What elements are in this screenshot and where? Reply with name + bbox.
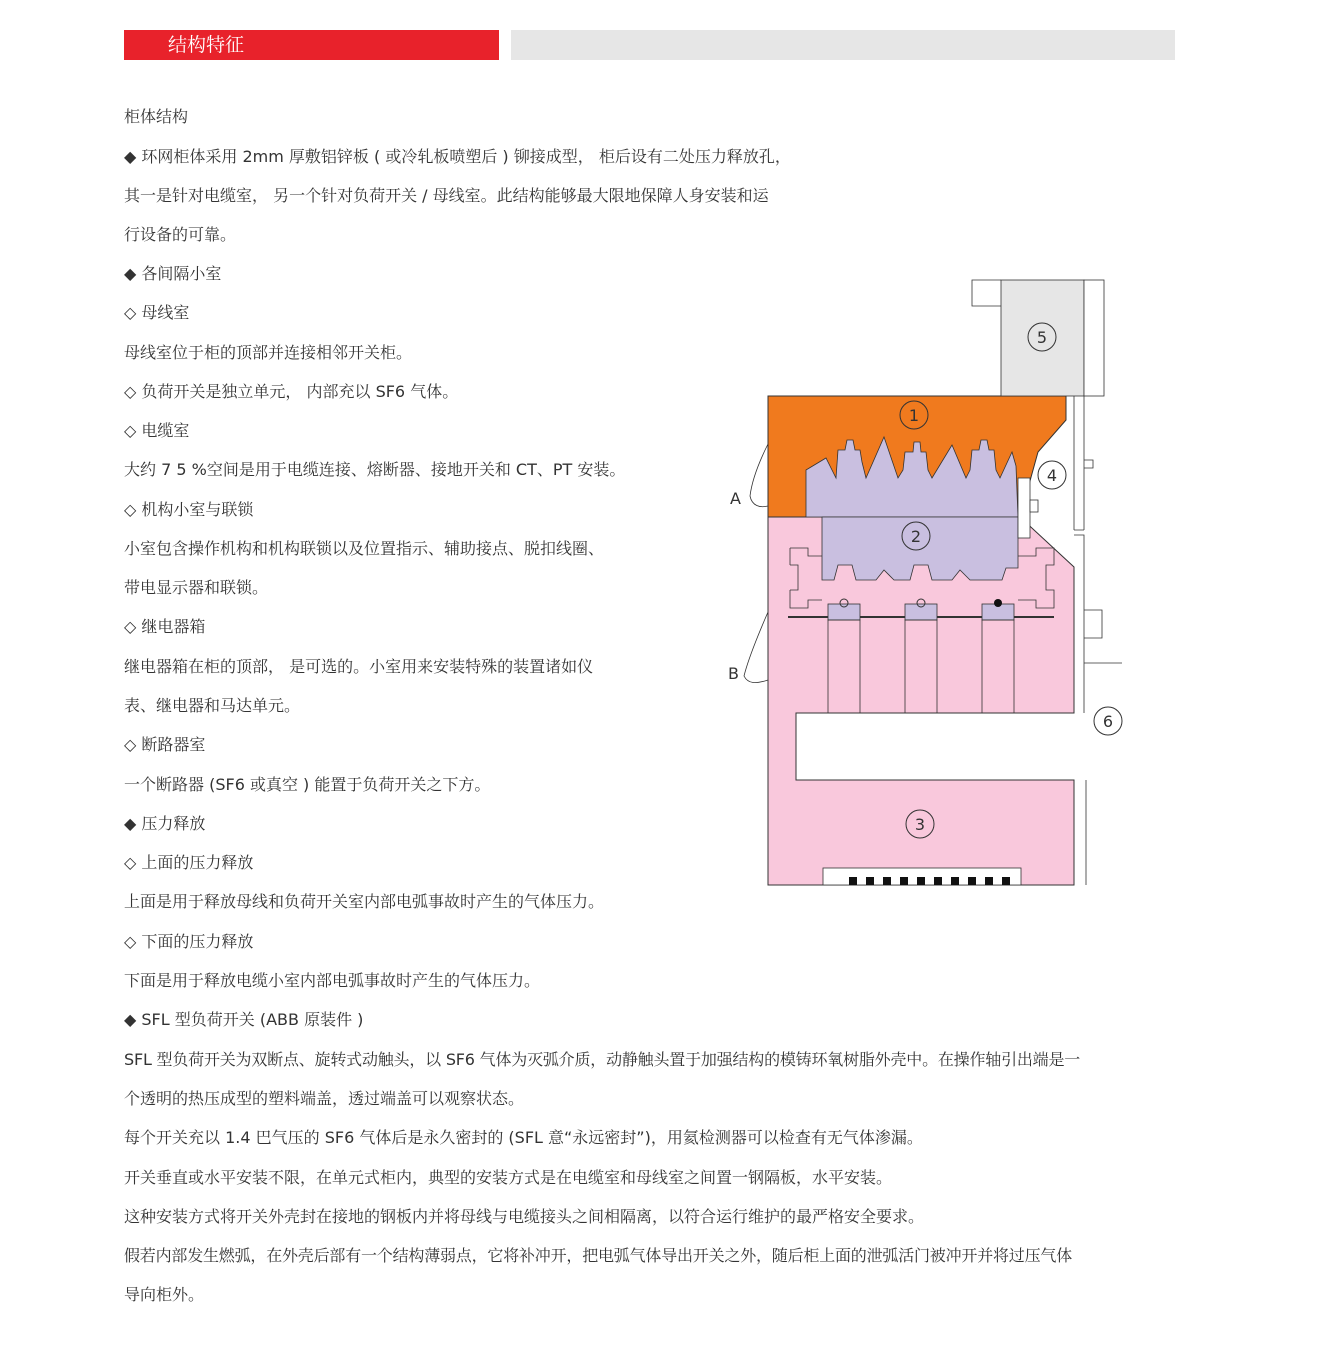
pressure-flap-a <box>750 444 768 507</box>
cable-door <box>1074 535 1122 885</box>
paragraph-line: ◇ 母线室 <box>124 303 190 322</box>
mechanism-knob <box>1018 478 1030 538</box>
paragraph-line: ◆ 压力释放 <box>124 814 206 833</box>
paragraph-line: 假若内部发生燃弧，在外壳后部有一个结构薄弱点，它将补冲开，把电弧气体导出开关之外，随后柜上面的泄弧活门被冲开并将过压气体 <box>124 1246 1073 1265</box>
section-title: 结构特征 <box>168 34 245 56</box>
paragraph-line: ◇ 电缆室 <box>124 421 190 440</box>
paragraph-line: 下面是用于释放电缆小室内部电弧事故时产生的气体压力。 <box>124 971 541 990</box>
bushing <box>828 604 860 620</box>
paragraph-line: ◇ 上面的压力释放 <box>124 853 254 872</box>
paragraph-line: 开关垂直或水平安装不限，在单元式柜内，典型的安装方式是在电缆室和母线室之间置一钢隔板，水平安装。 <box>124 1168 893 1187</box>
paragraph-line: 上面是用于释放母线和负荷开关室内部电弧事故时产生的气体压力。 <box>124 892 605 911</box>
paragraph-line: ◇ 负荷开关是独立单元， 内部充以 SF6 气体。 <box>124 382 459 401</box>
paragraph-line: 每个开关充以 1.4 巴气压的 SF6 气体后是永久密封的 (SFL 意“永远密封”)，用氦检测器可以检查有无气体渗漏。 <box>124 1128 923 1147</box>
title-rule <box>511 30 1175 60</box>
marker-6: 6 <box>1102 712 1114 731</box>
paragraph-line: 大约 7 5 %空间是用于电缆连接、熔断器、接地开关和 CT、PT 安装。 <box>124 460 626 479</box>
marker-4: 4 <box>1046 466 1058 485</box>
paragraph-line: ◇ 继电器箱 <box>124 617 206 636</box>
paragraph-line: ◆ 各间隔小室 <box>124 264 222 283</box>
paragraph-line: 柜体结构 <box>124 107 189 126</box>
paragraph-line: SFL 型负荷开关为双断点、旋转式动触头，以 SF6 气体为灭弧介质，动静触头置于加强结构的模铸环氧树脂外壳中。在操作轴引出端是一 <box>124 1050 1081 1069</box>
paragraph-line: 行设备的可靠。 <box>124 225 237 244</box>
paragraph-line: 表、继电器和马达单元。 <box>124 696 301 715</box>
mechanism-pin <box>1030 500 1038 512</box>
paragraph-line: ◇ 下面的压力释放 <box>124 932 254 951</box>
marker-5: 5 <box>1036 328 1048 347</box>
mechanism-panel <box>1074 396 1093 530</box>
paragraph-line: 母线室位于柜的顶部并连接相邻开关柜。 <box>124 343 413 362</box>
paragraph-line: ◇ 机构小室与联锁 <box>124 500 254 519</box>
marker-3: 3 <box>914 815 926 834</box>
paragraph-line: ◆ SFL 型负荷开关 (ABB 原装件 ) <box>124 1010 364 1029</box>
paragraph-line: 一个断路器 (SF6 或真空 ) 能置于负荷开关之下方。 <box>124 775 491 794</box>
paragraph-line: 个透明的热压成型的塑料端盖，透过端盖可以观察状态。 <box>124 1089 525 1108</box>
pressure-flap-b <box>744 612 768 683</box>
paragraph-line: 其一是针对电缆室， 另一个针对负荷开关 / 母线室。此结构能够最大限地保障人身安装和运 <box>124 186 769 205</box>
paragraph-line: 小室包含操作机构和机构联锁以及位置指示、辅助接点、脱扣线圈、 <box>124 539 605 558</box>
switchgear-cross-section-diagram <box>720 270 1140 900</box>
relay-box-side <box>1084 280 1104 396</box>
bushing <box>905 604 937 620</box>
marker-1: 1 <box>908 406 920 425</box>
label-b: B <box>728 664 739 683</box>
label-a: A <box>730 489 741 508</box>
paragraph-line: 带电显示器和联锁。 <box>124 578 269 597</box>
contact-closed <box>994 599 1002 607</box>
paragraph-line: ◇ 断路器室 <box>124 735 206 754</box>
marker-2: 2 <box>910 527 922 546</box>
paragraph-line: ◆ 环网柜体采用 2mm 厚敷铝锌板 ( 或冷轧板喷塑后 ) 铆接成型， 柜后设有二处压力释放孔， <box>124 147 791 166</box>
relay-box-bracket <box>972 280 1001 306</box>
paragraph-line: 导向柜外。 <box>124 1285 205 1304</box>
paragraph-line: 这种安装方式将开关外壳封在接地的钢板内并将母线与电缆接头之间相隔离，以符合运行维护的最严格安全要求。 <box>124 1207 925 1226</box>
section-title-bar <box>124 30 499 60</box>
paragraph-line: 继电器箱在柜的顶部， 是可选的。小室用来安装特殊的装置诸如仪 <box>124 657 594 676</box>
